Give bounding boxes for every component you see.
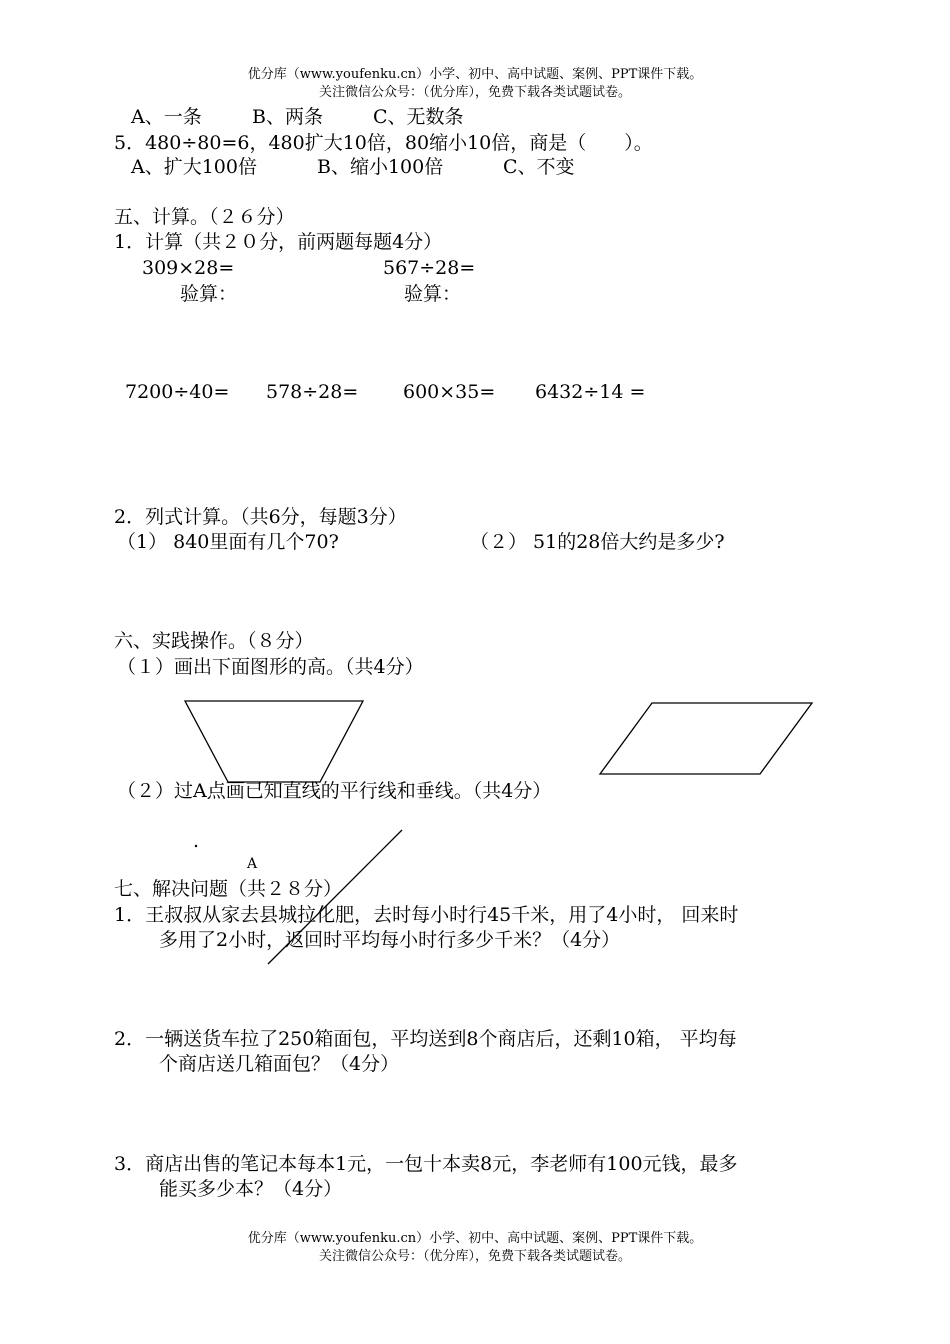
q5-option-b: B、缩小100倍 — [317, 156, 444, 178]
header-line-2: 关注微信公众号：（优分库），免费下载各类试题试卷。 — [318, 85, 631, 100]
point-a-dot: . — [193, 830, 200, 852]
section5-part1-title: 1．计算（共２０分，前两题每题4分） — [114, 231, 443, 253]
vertical-calc-1: 309×28= — [142, 257, 235, 279]
vertical-calc-2: 567÷28= — [383, 257, 476, 279]
point-a-label: A — [247, 856, 258, 872]
q5-stem: 5．480÷80=6，480扩大10倍，80缩小10倍，商是（ ）。 — [114, 132, 653, 154]
q4-option-a: A、一条 — [131, 106, 202, 128]
trapezoid-figure — [185, 701, 363, 782]
section7-title: 七、解决问题（共２８分） — [114, 878, 343, 900]
q4-option-c: C、无数条 — [373, 106, 464, 128]
header-line-1: 优分库（www.youfenku.cn）小学、初中、高中试题、案例、PPT课件下载。 — [247, 67, 703, 82]
q7-1-line2: 多用了2小时，返回时平均每小时行多少千米？（4分） — [159, 929, 621, 951]
oral-calc-1: 7200÷40= — [125, 381, 230, 403]
q4-option-b: B、两条 — [252, 106, 323, 128]
section5-part2-title: 2．列式计算。（共6分，每题3分） — [114, 506, 407, 528]
section6-title: 六、实践操作。（８分） — [114, 630, 314, 652]
check-label-2: 验算： — [404, 283, 462, 305]
q7-3-line2: 能买多少本？（4分） — [159, 1178, 343, 1200]
part2-item-1: （1） 840里面有几个70? — [117, 531, 339, 553]
section6-part1: （１）画出下面图形的高。（共4分） — [117, 656, 424, 678]
q7-2-line2: 个商店送几箱面包？（4分） — [159, 1053, 400, 1075]
q7-3-line1: 3．商店出售的笔记本每本1元，一包十本卖8元，李老师有100元钱，最多 — [114, 1153, 738, 1175]
q5-option-c: C、不变 — [503, 156, 575, 178]
oral-calc-2: 578÷28= — [266, 381, 359, 403]
check-label-1: 验算： — [180, 283, 238, 305]
q7-1-line1: 1．王叔叔从家去县城拉化肥，去时每小时行45千米，用了4小时， 回来时 — [114, 904, 739, 926]
section6-part2: （２）过A点画已知直线的平行线和垂线。（共4分） — [117, 780, 552, 802]
section5-title: 五、计算。（２６分） — [114, 206, 295, 228]
footer-line-2: 关注微信公众号：（优分库），免费下载各类试题试卷。 — [318, 1249, 631, 1264]
q5-option-a: A、扩大100倍 — [131, 156, 257, 178]
oral-calc-4: 6432÷14 = — [535, 381, 646, 403]
oral-calc-3: 600×35= — [403, 381, 496, 403]
part2-item-2: （２） 51的28倍大约是多少? — [470, 531, 725, 553]
parallelogram-figure — [600, 703, 812, 774]
footer-line-1: 优分库（www.youfenku.cn）小学、初中、高中试题、案例、PPT课件下载。 — [247, 1231, 703, 1246]
given-straight-line — [268, 830, 402, 964]
q7-2-line1: 2．一辆送货车拉了250箱面包，平均送到8个商店后，还剩10箱， 平均每 — [114, 1028, 737, 1050]
